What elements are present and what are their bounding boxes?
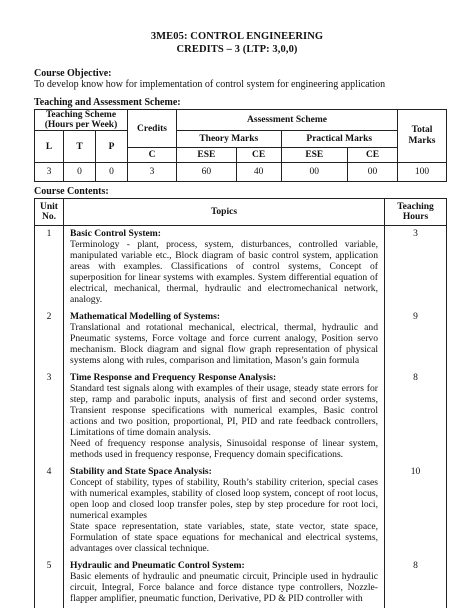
theory-ese-header: ESE	[177, 148, 237, 163]
unit-no-header: Unit No.	[35, 199, 64, 226]
course-contents-table	[34, 198, 447, 608]
c-value: 3	[128, 163, 177, 182]
unit-topic	[64, 558, 385, 608]
practical-ese-header: ESE	[281, 148, 348, 163]
c-header: C	[128, 148, 177, 163]
teaching-assessment-table	[34, 109, 447, 182]
total-marks-value: 100	[398, 163, 447, 182]
unit-topic	[64, 226, 385, 310]
unit-description: Concept of stability, types of stability, Routh’s stability criterion, special cases with numerical examples, stability of closed loop system, concept of root locus, open loop and closed loop transfer poles, step by step procedure for root loci, numerical examples State space representation, state variables, state, state vector, state space, Formulation of state space equations for mechanical and electrical systems, advantages over classical technique.	[70, 477, 378, 554]
unit-number: 1	[35, 226, 64, 310]
practical-ce-value: 00	[348, 163, 398, 182]
theory-ese-value: 60	[177, 163, 237, 182]
unit-hours: 8	[385, 558, 447, 608]
objective-text: To develop know how for implementation of control system for engineering application	[34, 79, 386, 90]
unit-title: Mathematical Modelling of Systems:	[70, 311, 221, 322]
credits-line: CREDITS – 3 (LTP: 3,0,0)	[176, 44, 298, 55]
practical-ce-header: CE	[348, 148, 398, 163]
scheme-heading: Teaching and Assessment Scheme:	[34, 97, 181, 108]
unit-row	[35, 309, 447, 370]
teaching-hours-header: Teaching Hours	[385, 199, 447, 226]
unit-hours: 3	[385, 226, 447, 310]
contents-heading: Course Contents:	[34, 186, 109, 197]
unit-description: Standard test signals along with examples of their usage, steady state errors for step, ramp and parabolic inputs, analysis of first and second order systems, Transient response specifications with numerical examples, Basic control actions and two position, proportional, PI, PID and rate feedback controllers, Limitations of time domain analysis. Need of frequency response analysis, Sinusoidal response of linear system, methods used in frequency response, Frequency domain specifications.	[70, 383, 378, 460]
t-value: 0	[64, 163, 96, 182]
credits-header: Credits	[128, 110, 177, 148]
theory-marks-header: Theory Marks	[177, 131, 282, 148]
unit-title: Hydraulic and Pneumatic Control System:	[70, 560, 245, 571]
unit-row	[35, 226, 447, 310]
p-value: 0	[96, 163, 128, 182]
unit-title: Basic Control System:	[70, 228, 161, 239]
unit-row	[35, 558, 447, 608]
unit-row	[35, 464, 447, 558]
unit-description: Basic elements of hydraulic and pneumatic circuit, Principle used in hydraulic circuit, Integral, Force balance and force distance type controllers, Nozzle-flapper amplifier, pneumatic function, Derivative, PD & PID controller with	[70, 571, 378, 604]
unit-hours: 10	[385, 464, 447, 558]
unit-hours: 8	[385, 370, 447, 464]
theory-ce-value: 40	[236, 163, 281, 182]
assessment-header: Assessment Scheme	[177, 110, 398, 131]
objective-heading: Course Objective:	[34, 68, 112, 79]
practical-ese-value: 00	[281, 163, 348, 182]
unit-description: Terminology - plant, process, system, disturbances, controlled variable, manipulated variable etc., Block diagram of basic control system, application areas with examples. Classifications of control systems, Concept of superposition for linear systems with examples. System differential equation of electrical, mechanical, thermal, hydraulic and electromechanical network, analogy.	[70, 239, 378, 305]
unit-number: 2	[35, 309, 64, 370]
practical-marks-header: Practical Marks	[281, 131, 397, 148]
unit-row	[35, 370, 447, 464]
t-header: T	[64, 131, 96, 163]
unit-description: Translational and rotational mechanical, electrical, thermal, hydraulic and Pneumatic systems, Force voltage and force current analogy, Position servo mechanism. Block diagram and signal flow graph representation of physical systems along with rules, comparison and limitation, Mason’s gain formula	[70, 322, 378, 366]
theory-ce-header: CE	[236, 148, 281, 163]
unit-number: 4	[35, 464, 64, 558]
total-marks-header: Total Marks	[398, 110, 447, 163]
course-title: 3ME05: CONTROL ENGINEERING	[150, 31, 324, 42]
topics-header: Topics	[64, 199, 385, 226]
l-header: L	[35, 131, 64, 163]
unit-topic	[64, 370, 385, 464]
unit-topic	[64, 309, 385, 370]
teaching-scheme-header: Teaching Scheme (Hours per Week)	[35, 110, 128, 131]
unit-number: 5	[35, 558, 64, 608]
unit-title: Stability and State Space Analysis:	[70, 466, 212, 477]
p-header: P	[96, 131, 128, 163]
unit-title: Time Response and Frequency Response Analysis:	[70, 372, 277, 383]
l-value: 3	[35, 163, 64, 182]
unit-topic	[64, 464, 385, 558]
unit-hours: 9	[385, 309, 447, 370]
unit-number: 3	[35, 370, 64, 464]
